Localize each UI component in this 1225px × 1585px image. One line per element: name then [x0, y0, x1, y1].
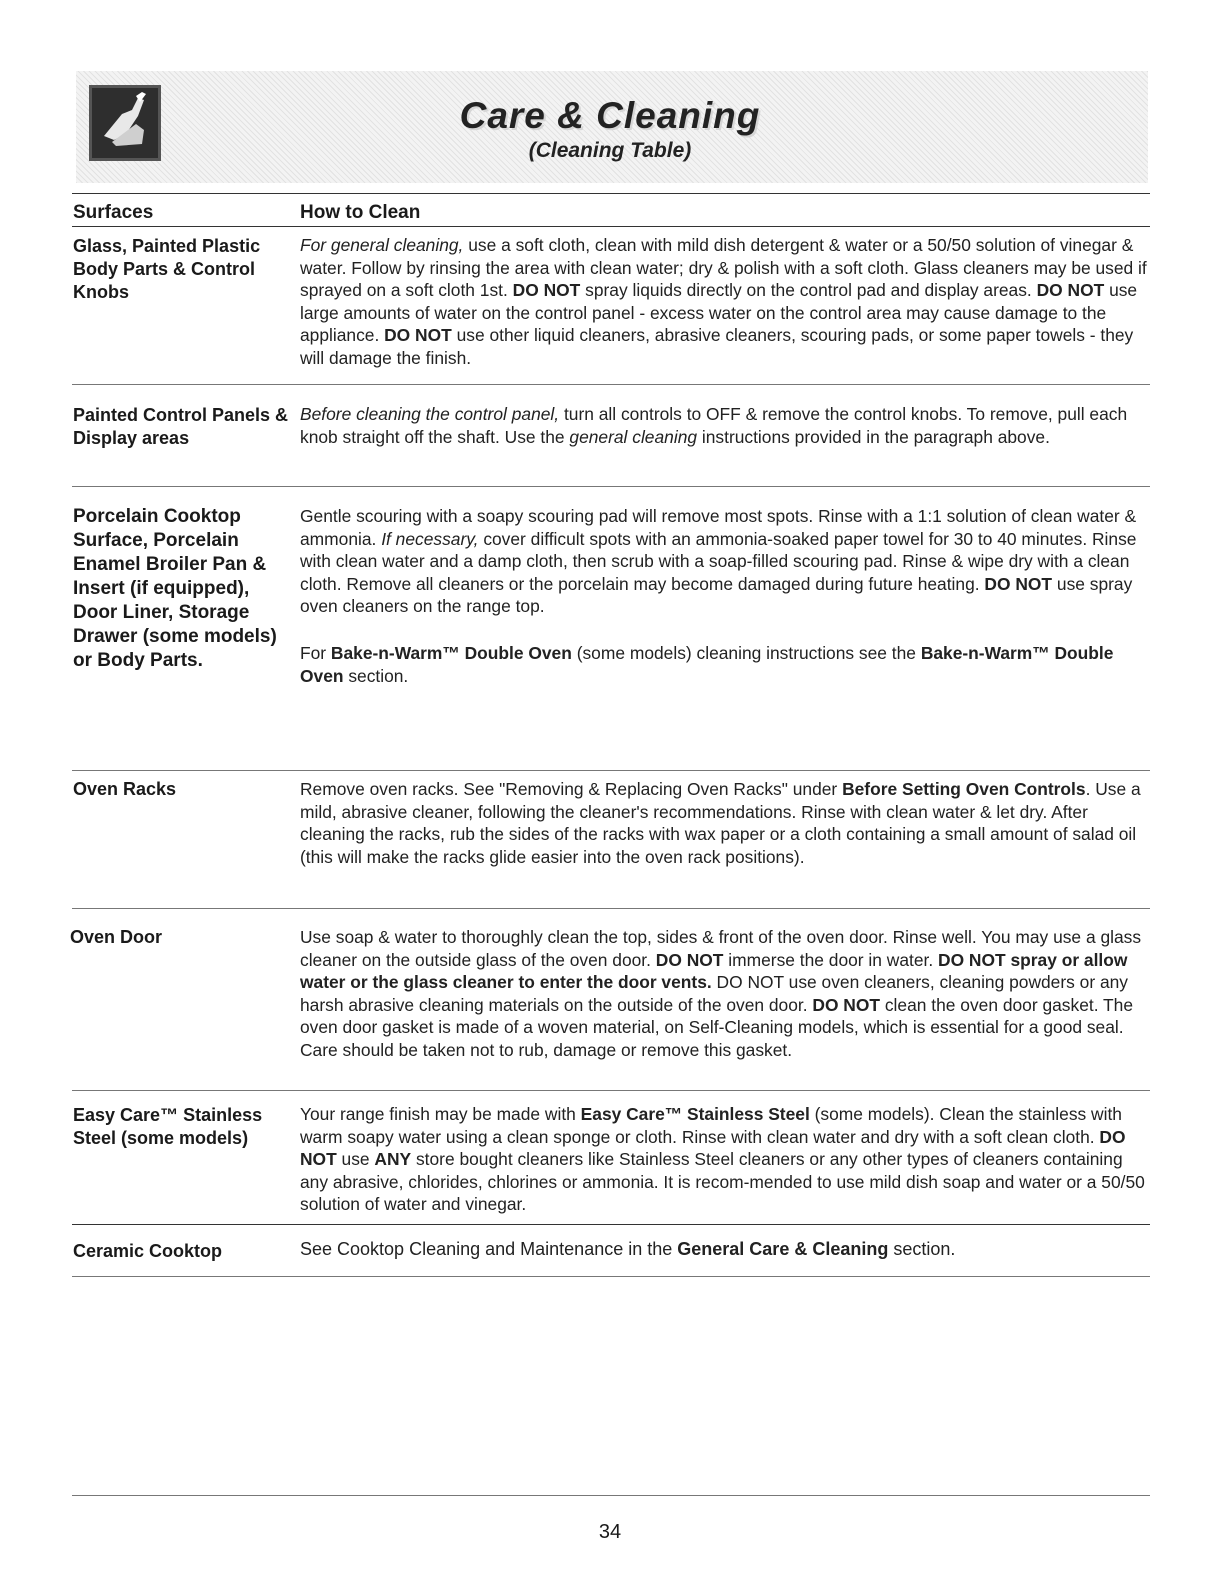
bold-text: DO NOT [384, 325, 452, 346]
paragraph [300, 642, 1150, 687]
row-divider [72, 908, 1150, 909]
italic-text: general cleaning [569, 426, 698, 447]
row-divider [72, 1090, 1150, 1091]
how-to-clean-cell [300, 234, 1150, 370]
text-run: instructions provided in the paragraph above. [697, 426, 1050, 447]
how-to-clean-cell [300, 926, 1150, 1062]
surface-cell [73, 1104, 295, 1150]
text-run: . Use a mild, abrasive cleaner, following the cleaner's recommendations. Rinse with clean water & let dry. After cleaning the racks, rub the sides of the racks with wax paper or a cloth containing a small amount of salad oil (this will make the racks glide easier into the oven rack positions). [300, 779, 1141, 867]
text-run: use other liquid cleaners, abrasive cleaners, scouring pads, or some paper towels - they will damage the finish. [300, 325, 1134, 368]
bold-text: DO NOT [512, 280, 581, 301]
text-run: cover difficult spots with an ammonia-soaked paper towel for 30 to 40 minutes. Rinse with clean water and a damp cloth, then scrub with a soap-filled scouring pad. Rinse & wipe dry with a clean cloth. Remove all cleaners or the porcelain may become damaged during future heating. [300, 528, 1137, 594]
paragraph [300, 1103, 1150, 1216]
text-run: spray liquids directly on the control pad and display areas. [580, 280, 1037, 301]
table-header-rule [72, 226, 1150, 227]
surface-cell [70, 926, 292, 949]
text-run: clean the oven door gasket. The oven door gasket is made of a woven material, on Self-Cleaning models, which is essential for a good seal. Care should be taken not to rub, damage or remove this gasket. [300, 994, 1134, 1060]
surface-cell [73, 1240, 295, 1263]
page-number: 34 [598, 1521, 622, 1543]
bold-text: DO NOT [655, 949, 724, 970]
row-divider [72, 384, 1150, 385]
text-run: (some models) cleaning instructions see the [571, 642, 921, 663]
bold-text: DO NOT spray or allow water or the glass cleaner to enter the door vents. [300, 949, 1128, 993]
bold-text: Porcelain Cooktop Surface, Porcelain Enamel Broiler Pan & Insert [73, 506, 267, 599]
row-divider [72, 770, 1150, 771]
surface-cell [73, 505, 295, 673]
table-bottom-rule [72, 1276, 1150, 1277]
paragraph [300, 505, 1150, 618]
how-to-clean-cell [300, 403, 1150, 448]
text-run: DO NOT use oven cleaners, cleaning powders or any harsh abrasive cleaning materials on the outside of the oven door. [300, 972, 1128, 1015]
how-to-clean-cell [300, 1103, 1150, 1216]
bold-text: Oven Racks [73, 779, 177, 799]
bold-text: DO NOT [812, 994, 881, 1015]
text-run: Use soap & water to thoroughly clean the top, sides & front of the oven door. Rinse well. You may use a glass cleaner on the outside glass of the oven door. [300, 927, 1142, 970]
bold-text: Oven Door [70, 927, 163, 947]
bold-text: DO NOT [1036, 280, 1105, 301]
text-run: Your range finish may be made with [300, 1104, 581, 1124]
paragraph [300, 778, 1150, 868]
column-header-how-to-clean: How to Clean [300, 202, 421, 223]
footer-rule [72, 1495, 1150, 1496]
italic-text: Before cleaning the control panel, [300, 404, 560, 424]
text-run: (some models) [116, 1128, 249, 1148]
text-run: immerse the door in water. [723, 949, 939, 970]
text-run: store bought cleaners like Stainless Steel cleaners or any other types of cleaners containing any abrasive, chlorides, chlorines or ammonia. It is recom-mended to use mild dish soap and water or a 50/50 solution of water and vinegar. [300, 1149, 1145, 1215]
how-to-clean-cell [300, 505, 1150, 687]
bold-text: DO NOT [984, 573, 1053, 594]
bold-text: Glass, Painted Plastic Body Parts & Control Knobs [73, 236, 261, 302]
text-run: (some models) [137, 626, 277, 647]
text-run: turn all controls to OFF & remove the control knobs. To remove, pull each knob straight off the shaft. Use the [300, 404, 1128, 447]
text-run: section. [888, 1239, 956, 1259]
italic-text: If necessary, [381, 528, 479, 549]
bold-text: Bake-n-Warm™ Double Oven [330, 642, 572, 663]
row-divider [72, 486, 1150, 487]
surface-cell [73, 235, 295, 304]
bold-text: Easy Care™ Stainless Steel [73, 1105, 263, 1148]
text-run: section. [343, 665, 409, 686]
text-run: use large amounts of water on the control panel - excess water on the control area may cause damage to the appliance. [300, 280, 1138, 346]
bold-text: General Care & Cleaning [677, 1239, 889, 1259]
cleaning-hand-icon [89, 85, 161, 161]
page-subtitle: (Cleaning Table) [528, 139, 692, 162]
column-header-surfaces: Surfaces [73, 202, 154, 223]
text-run: use spray oven cleaners on the range top. [300, 573, 1133, 617]
text-run: Gentle scouring with a soapy scouring pad will remove most spots. Rinse with a 1:1 solution of clean water & ammonia. [300, 506, 1137, 549]
bold-text: Before Setting Oven Controls [842, 779, 1086, 799]
italic-text: For general cleaning, [300, 235, 464, 255]
page-title: Care & Cleaning [459, 95, 761, 136]
bold-text: Painted Control Panels & Display areas [73, 405, 289, 448]
row-divider [72, 1224, 1150, 1225]
paragraph [300, 926, 1150, 1062]
bold-text: Door Liner, Storage Drawer [73, 602, 250, 647]
bold-text: ANY [374, 1149, 412, 1170]
text-run: See Cooktop Cleaning and Maintenance in the [300, 1239, 678, 1259]
bold-text: Easy Care™ Stainless Steel [580, 1104, 810, 1124]
text-run: For [300, 642, 331, 663]
paragraph [300, 1238, 1150, 1261]
text-run: (if equipped), [124, 578, 250, 599]
how-to-clean-cell [300, 1238, 1150, 1261]
bold-text: Ceramic Cooktop [73, 1241, 223, 1261]
how-to-clean-cell [300, 778, 1150, 868]
surface-cell [73, 404, 295, 450]
bold-text: or Body Parts. [73, 650, 203, 671]
text-run: use [336, 1149, 375, 1170]
text-run: use a soft cloth, clean with mild dish detergent & water or a 50/50 solution of vinegar & water. Follow by rinsing the area with clean water; dry & polish with a soft cloth. Glass cleaners may be used if sprayed on a soft cloth 1st. [300, 235, 1147, 301]
text-run: (some models). Clean the stainless with warm soapy water using a clean sponge or cloth. Rinse with clean water and dry with a soft clean cloth. [300, 1104, 1122, 1147]
bold-text: DO NOT [300, 1126, 1126, 1170]
text-run: Remove oven racks. See "Removing & Replacing Oven Racks" under [300, 779, 843, 799]
paragraph [300, 403, 1150, 448]
table-top-rule [72, 193, 1150, 194]
bold-text: Bake-n-Warm™ Double Oven [300, 642, 1114, 686]
paragraph [300, 234, 1150, 370]
surface-cell [73, 778, 295, 801]
